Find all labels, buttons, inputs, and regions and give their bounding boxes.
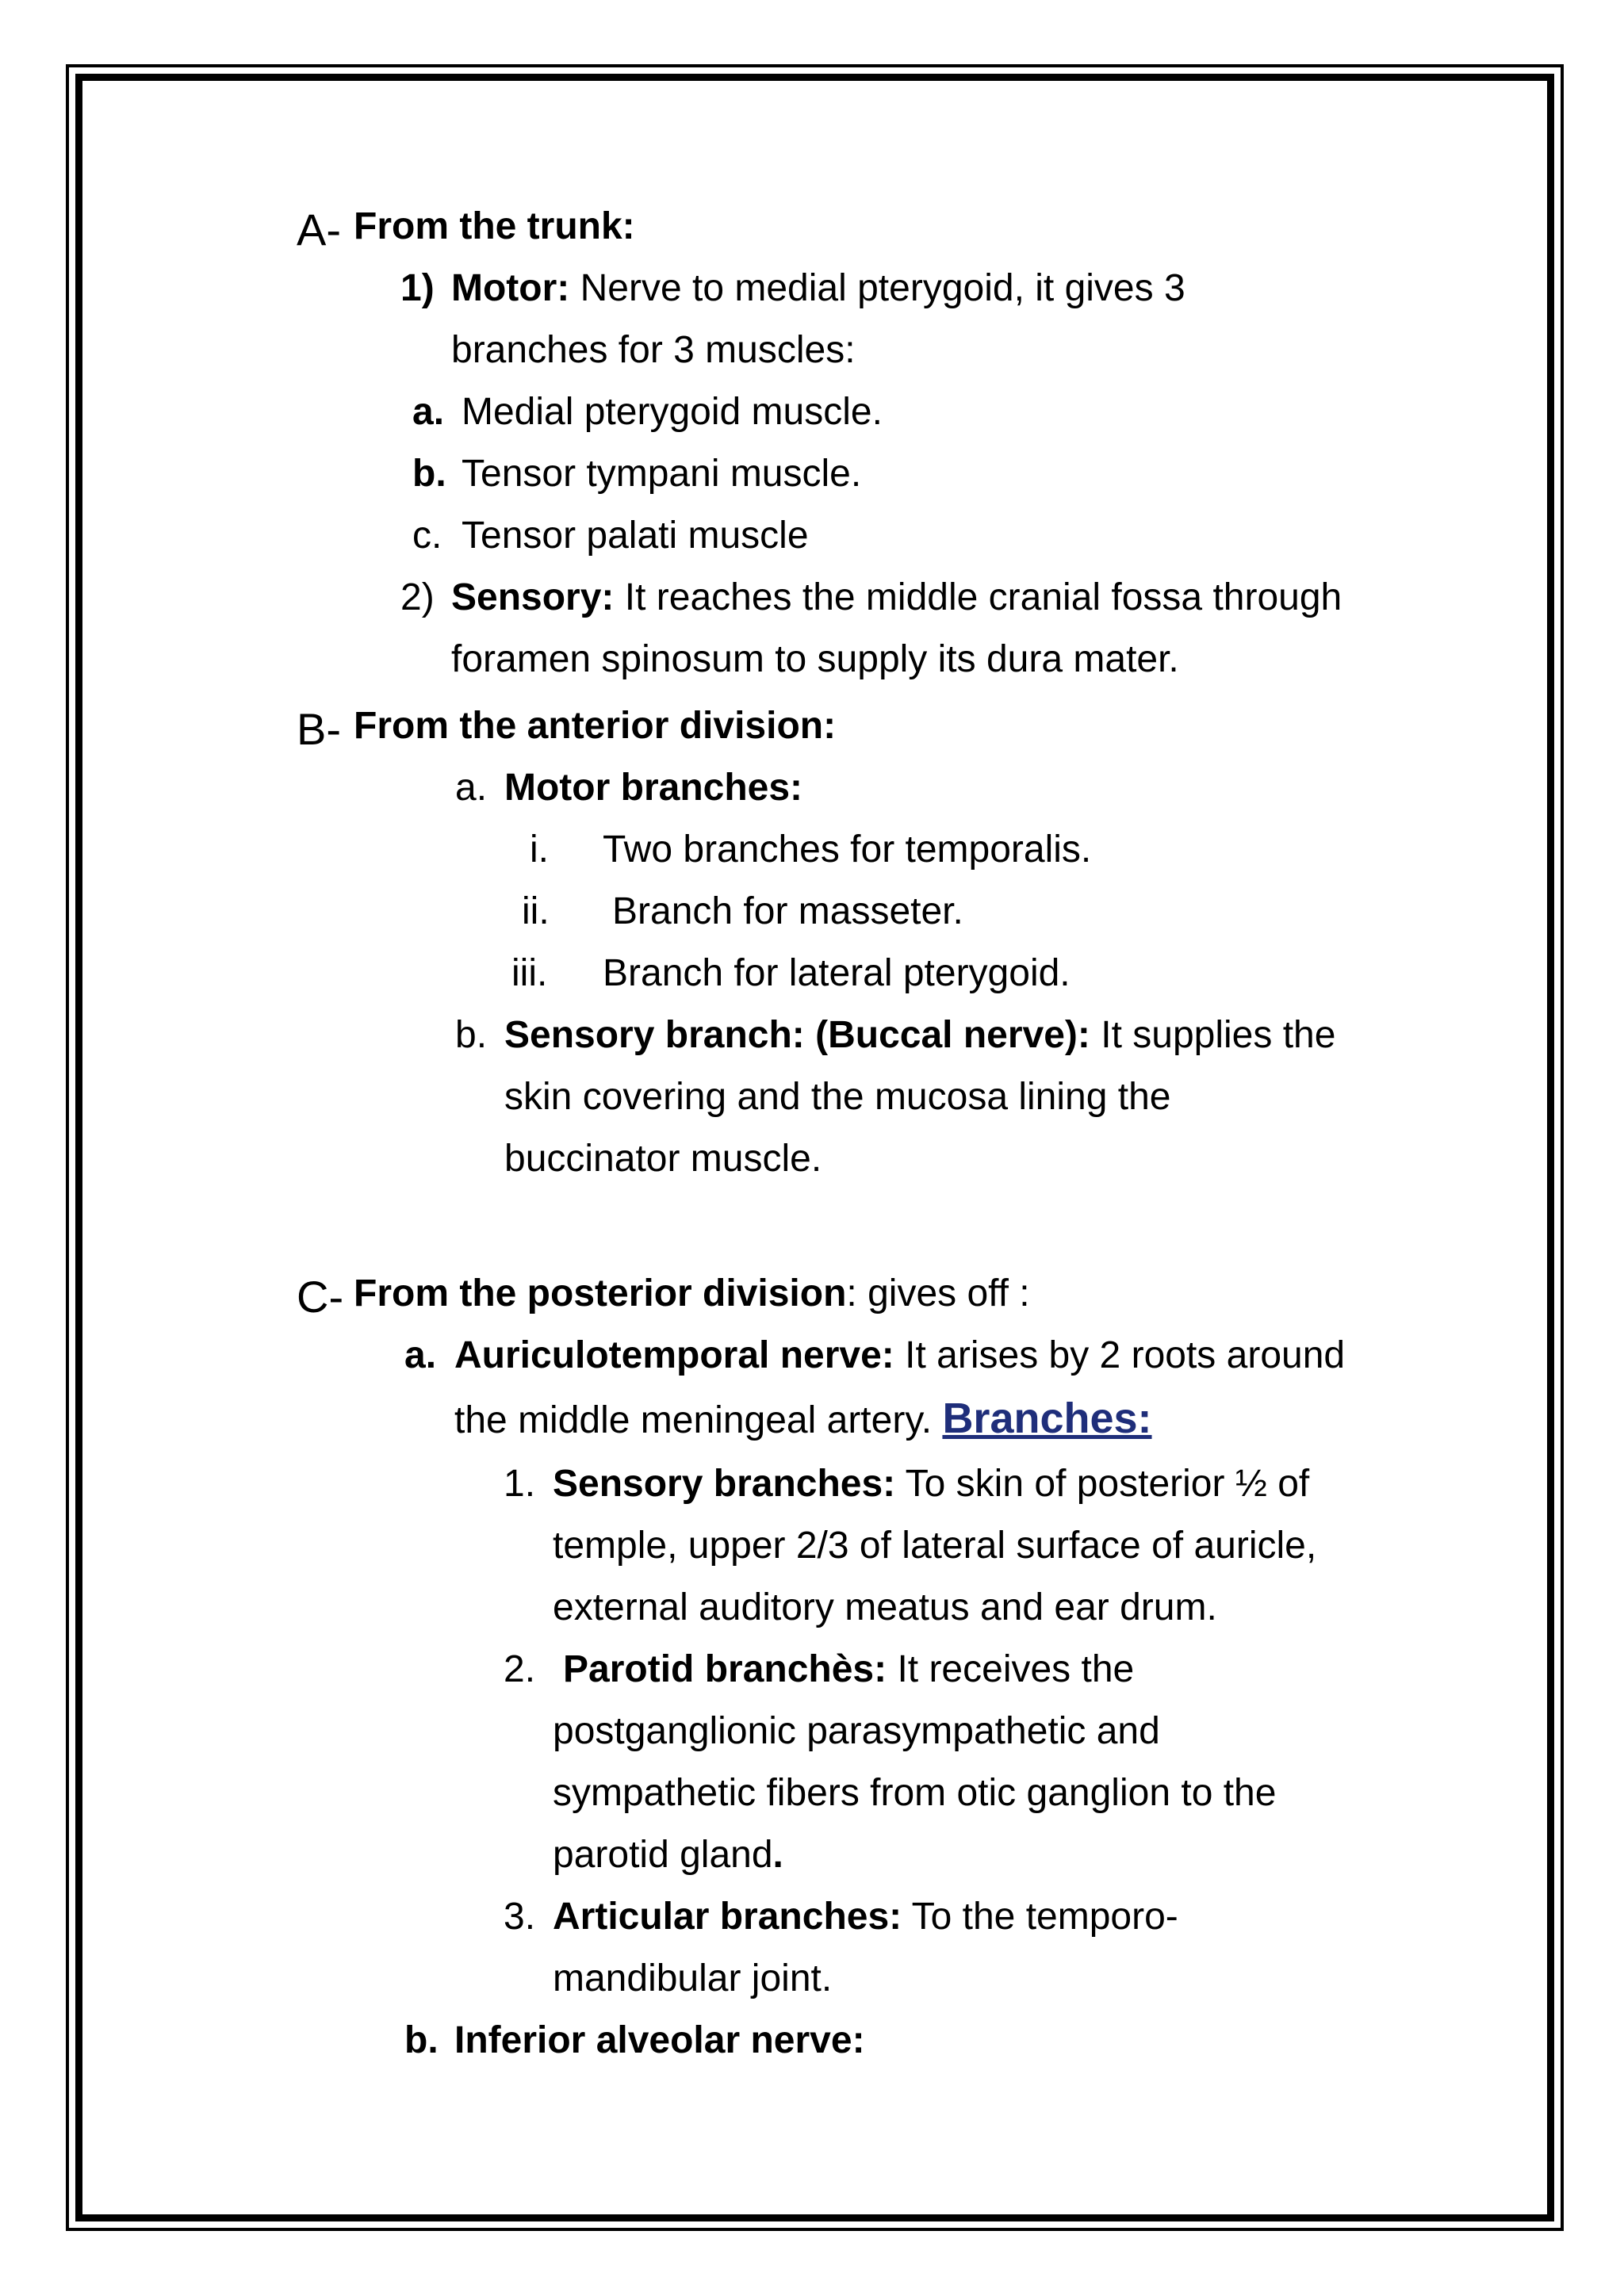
item-text: branches for 3 muscles: <box>451 329 856 371</box>
item-label: Parotid branchès: <box>563 1648 887 1690</box>
list-item-text <box>454 1334 1346 1376</box>
item-text: Branch for masseter. <box>612 890 963 932</box>
list-marker: a. <box>455 767 488 809</box>
item-text: It supplies the <box>1101 1014 1336 1056</box>
item-text: Medial pterygoid muscle. <box>462 391 883 433</box>
item-label: Auriculotemporal nerve: <box>454 1334 894 1376</box>
item-label: Articular branches: <box>553 1896 902 1938</box>
list-marker: 3. <box>504 1896 536 1938</box>
item-text: Two branches for temporalis. <box>603 828 1092 871</box>
list-marker: b. <box>412 453 446 495</box>
section-title: From the anterior division: <box>354 705 837 747</box>
item-end-punctuation: . <box>772 1834 783 1876</box>
item-text: temple, upper 2/3 of lateral surface of auricle, <box>553 1525 1317 1567</box>
list-item-text <box>451 267 1185 309</box>
list-item-text <box>504 1016 1335 1054</box>
item-label: Inferior alveolar nerve: <box>454 2019 865 2061</box>
list-item-text <box>451 576 1342 618</box>
item-text: It receives the <box>897 1648 1135 1690</box>
list-marker: ii. <box>522 890 550 932</box>
item-text: Nerve to medial pterygoid, it gives 3 <box>580 267 1185 309</box>
item-text: Branch for lateral pterygoid. <box>603 952 1071 994</box>
list-marker: 1. <box>504 1463 536 1505</box>
item-text: Tensor palati muscle <box>462 515 809 557</box>
list-marker: 2) <box>400 576 435 618</box>
item-text: sympathetic fibers from otic ganglion to the <box>553 1772 1277 1814</box>
item-text: mandibular joint. <box>553 1957 833 1999</box>
item-text: parotid gland <box>553 1834 773 1876</box>
item-text: To the temporo- <box>911 1896 1178 1938</box>
list-item-text <box>454 1397 1152 1440</box>
item-text: To skin of posterior ½ of <box>905 1463 1310 1505</box>
list-marker: 1) <box>400 267 435 309</box>
item-text: foramen spinosum to supply its dura mater. <box>451 638 1179 680</box>
list-marker: c. <box>412 515 442 557</box>
list-marker: i. <box>530 828 549 871</box>
item-text: external auditory meatus and ear drum. <box>553 1586 1217 1628</box>
section-title-line <box>354 1272 1030 1314</box>
section-marker: B- <box>297 704 341 754</box>
item-text: the middle meningeal artery. <box>454 1399 933 1441</box>
item-text: Tensor tympani muscle. <box>462 453 862 495</box>
item-label: Sensory branches: <box>553 1463 896 1505</box>
item-label: Motor: <box>451 267 570 309</box>
list-item-text <box>553 1836 783 1874</box>
list-marker: b. <box>404 2019 439 2061</box>
list-marker: b. <box>455 1014 488 1056</box>
list-item-text <box>553 1898 1178 1936</box>
item-text: It reaches the middle cranial fossa through <box>624 576 1342 618</box>
branches-heading: Branches: <box>942 1395 1152 1442</box>
list-marker: a. <box>404 1334 437 1376</box>
item-text: buccinator muscle. <box>504 1138 822 1180</box>
item-label: Motor branches: <box>504 767 803 809</box>
section-title-suffix: : gives off : <box>846 1272 1030 1314</box>
section-title: From the trunk: <box>354 205 635 247</box>
list-item-text <box>553 1465 1309 1503</box>
section-title: From the posterior division <box>354 1272 847 1314</box>
section-marker: A- <box>297 205 341 254</box>
list-marker: iii. <box>511 952 548 994</box>
item-text: skin covering and the mucosa lining the <box>504 1076 1171 1118</box>
item-label: Sensory branch: (Buccal nerve): <box>504 1014 1090 1056</box>
list-marker: 2. <box>504 1648 536 1690</box>
list-marker: a. <box>412 391 445 433</box>
item-text: postganglionic parasympathetic and <box>553 1710 1160 1752</box>
item-text: It arises by 2 roots around <box>905 1334 1346 1376</box>
list-item-text <box>563 1648 1135 1690</box>
section-marker: C- <box>297 1272 344 1322</box>
item-label: Sensory: <box>451 576 615 618</box>
